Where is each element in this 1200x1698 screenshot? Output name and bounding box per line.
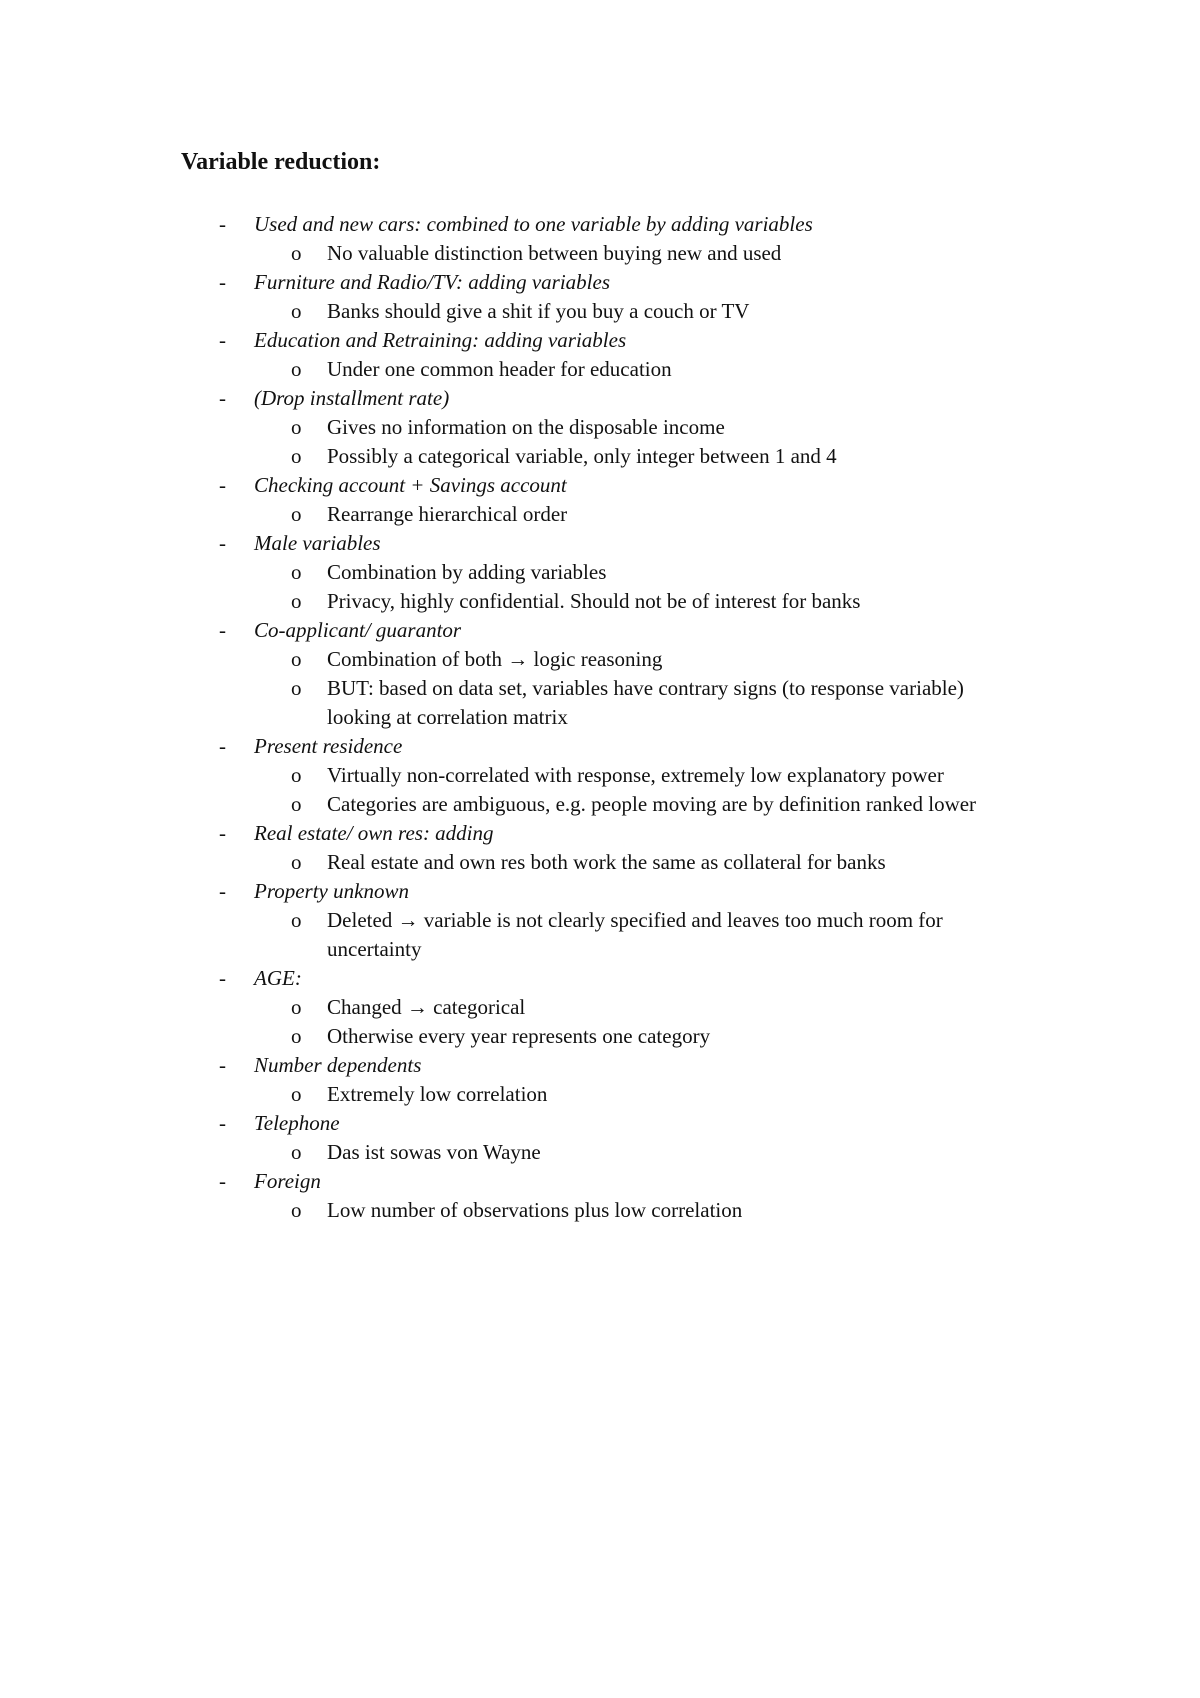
sub-item — [0, 297, 1200, 326]
sub-item-text: Possibly a categorical variable, only integer between 1 and 4 — [327, 444, 837, 468]
circle-bullet-icon: o — [291, 850, 302, 874]
list-item-topic: Used and new cars: combined to one variable by adding variables — [254, 212, 813, 236]
list-item — [0, 877, 1200, 906]
circle-bullet-icon: o — [291, 763, 302, 787]
dash-marker: - — [219, 386, 226, 410]
list-item — [0, 1051, 1200, 1080]
list-item — [0, 1109, 1200, 1138]
sub-item — [0, 761, 1200, 790]
list-item-topic: Furniture and Radio/TV: adding variables — [254, 270, 611, 294]
list-item-topic: AGE: — [254, 966, 302, 990]
list-item — [0, 616, 1200, 645]
sub-item-text: No valuable distinction between buying new and used — [327, 241, 782, 265]
sub-item-text: Das ist sowas von Wayne — [327, 1140, 541, 1164]
list-item-topic: Education and Retraining: adding variables — [254, 328, 627, 352]
circle-bullet-icon: o — [291, 1082, 302, 1106]
sub-item — [0, 1080, 1200, 1109]
dash-marker: - — [219, 328, 226, 352]
sub-item-text: Combination by adding variables — [327, 560, 607, 584]
sub-item — [0, 239, 1200, 268]
list-item — [0, 326, 1200, 355]
sub-item-text: Extremely low correlation — [327, 1082, 548, 1106]
sub-item — [0, 442, 1200, 471]
circle-bullet-icon: o — [291, 241, 302, 265]
dash-marker: - — [219, 1111, 226, 1135]
list-item — [0, 529, 1200, 558]
list-item-topic: (Drop installment rate) — [254, 386, 450, 410]
sub-item-text: Deleted → variable is not clearly specified and leaves too much room for uncertainty — [327, 908, 943, 961]
dash-marker: - — [219, 966, 226, 990]
list-item-topic: Checking account + Savings account — [254, 473, 567, 497]
dash-marker: - — [219, 531, 226, 555]
list-item-topic: Telephone — [254, 1111, 340, 1135]
sub-item-text: Otherwise every year represents one category — [327, 1024, 711, 1048]
sub-item-text: Real estate and own res both work the same as collateral for banks — [327, 850, 886, 874]
circle-bullet-icon: o — [291, 299, 302, 323]
sub-item-text: Gives no information on the disposable income — [327, 415, 725, 439]
circle-bullet-icon: o — [291, 995, 302, 1019]
page-title: Variable reduction: — [181, 149, 381, 175]
variable-list — [0, 210, 1200, 1225]
sub-item-text: Virtually non-correlated with response, extremely low explanatory power — [327, 763, 944, 787]
dash-marker: - — [219, 1169, 226, 1193]
sub-item-text: Changed → categorical — [327, 995, 526, 1019]
circle-bullet-icon: o — [291, 589, 302, 613]
sub-item-text: Under one common header for education — [327, 357, 672, 381]
sub-item — [0, 906, 1200, 964]
sub-item-text: Low number of observations plus low correlation — [327, 1198, 743, 1222]
circle-bullet-icon: o — [291, 502, 302, 526]
list-item — [0, 384, 1200, 413]
list-item-topic: Co-applicant/ guarantor — [254, 618, 462, 642]
sub-item — [0, 558, 1200, 587]
dash-marker: - — [219, 821, 226, 845]
sub-item — [0, 587, 1200, 616]
list-item — [0, 732, 1200, 761]
dash-marker: - — [219, 212, 226, 236]
sub-item-text: Banks should give a shit if you buy a couch or TV — [327, 299, 750, 323]
circle-bullet-icon: o — [291, 792, 302, 816]
sub-item — [0, 848, 1200, 877]
dash-marker: - — [219, 270, 226, 294]
sub-item — [0, 645, 1200, 674]
sub-item — [0, 1196, 1200, 1225]
circle-bullet-icon: o — [291, 560, 302, 584]
sub-item-text: Rearrange hierarchical order — [327, 502, 568, 526]
sub-item-text: BUT: based on data set, variables have contrary signs (to response variable) looking at correlation matrix — [327, 676, 964, 729]
circle-bullet-icon: o — [291, 357, 302, 381]
dash-marker: - — [219, 734, 226, 758]
list-item-topic: Present residence — [254, 734, 403, 758]
list-item — [0, 819, 1200, 848]
circle-bullet-icon: o — [291, 647, 302, 671]
circle-bullet-icon: o — [291, 444, 302, 468]
dash-marker: - — [219, 473, 226, 497]
sub-item-text: Privacy, highly confidential. Should not be of interest for banks — [327, 589, 861, 613]
dash-marker: - — [219, 879, 226, 903]
sub-item — [0, 993, 1200, 1022]
list-item-topic: Male variables — [254, 531, 381, 555]
sub-item-text: Categories are ambiguous, e.g. people moving are by definition ranked lower — [327, 792, 977, 816]
sub-item — [0, 413, 1200, 442]
list-item — [0, 964, 1200, 993]
list-item — [0, 471, 1200, 500]
sub-item — [0, 1022, 1200, 1051]
sub-item — [0, 790, 1200, 819]
dash-marker: - — [219, 618, 226, 642]
sub-item — [0, 1138, 1200, 1167]
list-item — [0, 210, 1200, 239]
sub-item — [0, 355, 1200, 384]
list-item-topic: Number dependents — [254, 1053, 422, 1077]
list-item-topic: Real estate/ own res: adding — [254, 821, 494, 845]
list-item — [0, 268, 1200, 297]
circle-bullet-icon: o — [291, 415, 302, 439]
list-item-topic: Foreign — [254, 1169, 321, 1193]
circle-bullet-icon: o — [291, 1140, 302, 1164]
circle-bullet-icon: o — [291, 676, 302, 700]
sub-item-text: Combination of both → logic reasoning — [327, 647, 663, 671]
circle-bullet-icon: o — [291, 908, 302, 932]
sub-item — [0, 500, 1200, 529]
circle-bullet-icon: o — [291, 1198, 302, 1222]
circle-bullet-icon: o — [291, 1024, 302, 1048]
list-item-topic: Property unknown — [254, 879, 409, 903]
sub-item — [0, 674, 1200, 732]
list-item — [0, 1167, 1200, 1196]
dash-marker: - — [219, 1053, 226, 1077]
